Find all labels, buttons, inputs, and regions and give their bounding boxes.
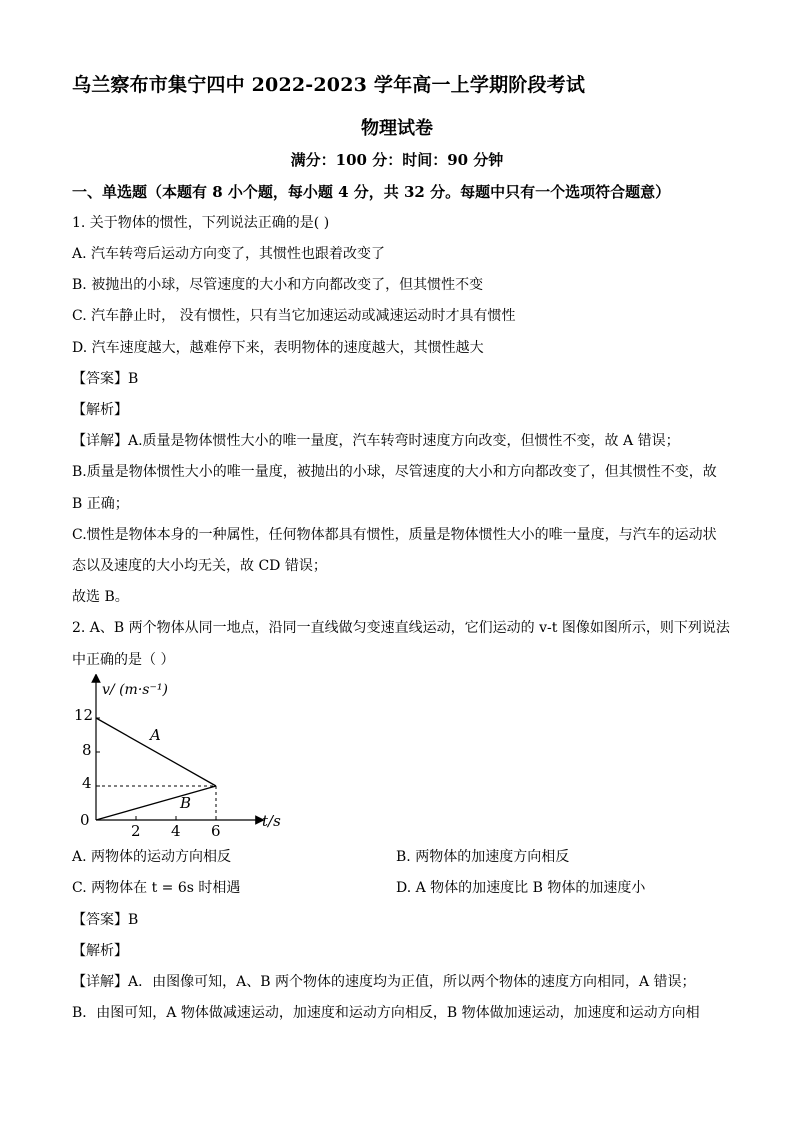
x-axis-label: t/s	[262, 812, 281, 830]
q2-analysis-label: 【解析】	[72, 943, 128, 959]
series-b-label: B	[180, 794, 192, 812]
q1-detail-line-4: C.惯性是物体本身的一种属性，任何物体都具有惯性，质量是物体惯性大小的唯一量度，与汽车的运动状	[72, 527, 717, 543]
series-line-b	[96, 786, 216, 820]
q1-analysis-label: 【解析】	[72, 402, 128, 418]
q2-detail-line-2: B．由图可知，A 物体做减速运动，加速度和运动方向相反，B 物体做加速运动，加速度和运动方向相	[72, 1005, 700, 1021]
q1-option-d: D. 汽车速度越大，越难停下来，表明物体的速度越大，其惯性越大	[72, 340, 484, 356]
q2-option-b: B. 两物体的加速度方向相反	[396, 849, 570, 865]
exam-subject: 物理试卷	[361, 118, 433, 139]
q1-detail-line-6: 故选 B。	[72, 589, 129, 605]
q1-detail-line-1: 【详解】A.质量是物体惯性大小的唯一量度，汽车转弯时速度方向改变，但惯性不变，故 A 错误；	[72, 433, 680, 449]
q1-detail-line-2: B.质量是物体惯性大小的唯一量度，被抛出的小球，尽管速度的大小和方向都改变了，但其惯性不变，故	[72, 464, 717, 480]
q1-detail-line-5: 态以及速度的大小均无关，故 CD 错误；	[72, 558, 327, 574]
q2-option-c: C. 两物体在 t = 6s 时相遇	[72, 880, 241, 896]
y-tick-label-4: 4	[82, 774, 92, 792]
q1-option-b: B. 被抛出的小球，尽管速度的大小和方向都改变了，但其惯性不变	[72, 277, 484, 293]
q1-option-c: C. 汽车静止时， 没有惯性，只有当它加速运动或减速运动时才具有惯性	[72, 308, 516, 324]
x-tick-label-2: 2	[131, 822, 141, 840]
q2-detail-line-1: 【详解】A．由图像可知，A、B 两个物体的速度均为正值，所以两个物体的速度方向相同，A 错误；	[72, 974, 696, 990]
q1-detail-line-3: B 正确；	[72, 496, 129, 512]
q2-stem-line-2: 中正确的是（ ）	[72, 652, 175, 668]
y-tick-label-12: 12	[74, 706, 94, 724]
q2-answer: 【答案】B	[72, 912, 139, 928]
q1-option-a: A. 汽车转弯后运动方向变了，其惯性也跟着改变了	[72, 246, 386, 262]
y-axis-label: v/ (m·s⁻¹)	[102, 682, 168, 698]
q2-option-d: D. A 物体的加速度比 B 物体的加速度小	[396, 880, 646, 896]
x-tick-label-4: 4	[171, 822, 181, 840]
vt-graph	[72, 674, 312, 842]
exam-title: 乌兰察布市集宁四中 2022-2023 学年高一上学期阶段考试	[72, 74, 586, 96]
q1-answer: 【答案】B	[72, 371, 139, 387]
y-tick-label-8: 8	[82, 741, 92, 759]
q1-stem: 1. 关于物体的惯性，下列说法正确的是( )	[72, 215, 330, 231]
exam-meta: 满分：100 分：时间：90 分钟	[290, 151, 504, 169]
section-heading: 一、单选题（本题有 8 小个题，每小题 4 分，共 32 分。每题中只有一个选项符合题意）	[72, 183, 671, 201]
q2-option-a: A. 两物体的运动方向相反	[72, 849, 232, 865]
q2-stem-line-1: 2. A、B 两个物体从同一地点，沿同一直线做匀变速直线运动，它们运动的 v-t 图像如图所示，则下列说法	[72, 620, 730, 636]
x-tick-label-6: 6	[211, 822, 221, 840]
origin-label: 0	[80, 811, 90, 829]
series-a-label: A	[150, 726, 161, 744]
